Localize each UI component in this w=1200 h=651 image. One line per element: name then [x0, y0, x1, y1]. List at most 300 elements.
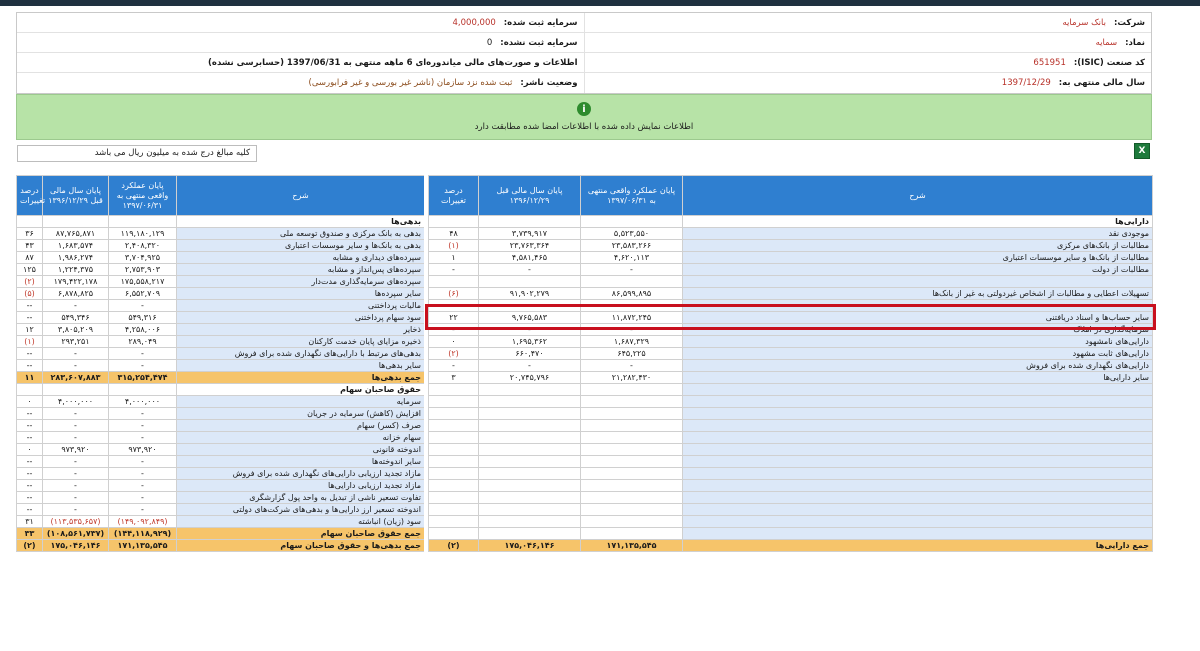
actual-cell: ۴,۰۰۰,۰۰۰ — [109, 396, 177, 408]
prev-cell: ۴,۰۰۰,۰۰۰ — [43, 396, 109, 408]
empty-row — [429, 444, 1153, 456]
fiscal-value: 1397/12/29 — [1001, 78, 1051, 88]
empty-cell — [581, 504, 683, 516]
prev-cell: ۵۴۹,۳۴۶ — [43, 312, 109, 324]
pct-cell: ۲۲ — [429, 312, 479, 324]
empty-cell — [479, 444, 581, 456]
desc-cell: افزایش (کاهش) سرمایه در جریان — [177, 408, 425, 420]
empty-cell — [581, 432, 683, 444]
table-row — [17, 288, 425, 300]
empty-cell — [479, 396, 581, 408]
desc-cell: دارایی‌های نگهداری شده برای فروش — [683, 360, 1153, 372]
empty-cell — [429, 480, 479, 492]
actual-cell: ۶۴۵,۲۲۵ — [581, 348, 683, 360]
prev-cell: - — [43, 348, 109, 360]
table-row — [17, 252, 425, 264]
desc-cell: سرمایه‌گذاری در املاک — [683, 324, 1153, 336]
actual-cell: - — [109, 300, 177, 312]
prev-cell: ۹۱,۹۰۲,۲۷۹ — [479, 288, 581, 300]
pct-cell: ۴۳ — [17, 240, 43, 252]
pct-cell: ۰ — [17, 396, 43, 408]
actual-cell: - — [109, 348, 177, 360]
desc-cell: مطالبات از بانک‌ها و سایر موسسات اعتباری — [683, 252, 1153, 264]
empty-cell — [479, 456, 581, 468]
desc-cell: سپرده‌های سرمایه‌گذاری مدت‌دار — [177, 276, 425, 288]
desc-cell: جمع دارایی‌ها — [683, 540, 1153, 552]
pct-cell: ۳۱ — [17, 516, 43, 528]
pct-cell — [429, 276, 479, 288]
status-cell — [17, 73, 584, 93]
prev-cell: ۱,۶۹۵,۳۶۲ — [479, 336, 581, 348]
empty-cell — [581, 516, 683, 528]
empty-cell — [429, 456, 479, 468]
assets-table — [428, 175, 1153, 552]
info-row-4 — [17, 73, 1151, 93]
pct-cell: ۸۷ — [17, 252, 43, 264]
pct-cell: -- — [17, 432, 43, 444]
fiscal-cell — [584, 73, 1152, 93]
empty-row — [429, 480, 1153, 492]
actual-cell: ۱۷۱,۱۳۵,۵۴۵ — [109, 540, 177, 552]
status-label: وضعیت ناشر: — [520, 78, 578, 88]
prev-cell: (۱۰۸,۵۶۱,۷۳۷) — [43, 528, 109, 540]
fiscal-label: سال مالی منتهی به: — [1058, 78, 1145, 88]
desc-cell: حقوق صاحبان سهام — [177, 384, 425, 396]
empty-cell — [429, 384, 479, 396]
actual-cell: ۴,۶۲۰,۱۱۳ — [581, 252, 683, 264]
header-prev: پایان سال مالی قبل ۱۳۹۶/۱۲/۲۹ — [479, 176, 581, 216]
prev-cell: ۶,۸۷۸,۸۲۵ — [43, 288, 109, 300]
prev-cell: ۹,۷۶۵,۵۸۳ — [479, 312, 581, 324]
desc-cell: مطالبات از بانک‌های مرکزی — [683, 240, 1153, 252]
desc-cell: سود (زیان) انباشته — [177, 516, 425, 528]
table-row — [17, 492, 425, 504]
prev-cell: - — [43, 432, 109, 444]
pct-cell: (۲) — [17, 540, 43, 552]
empty-row — [429, 432, 1153, 444]
desc-cell: مازاد تجدید ارزیابی دارایی‌های نگهداری شده برای فروش — [177, 468, 425, 480]
empty-cell — [429, 408, 479, 420]
table-row — [429, 348, 1153, 360]
actual-cell: - — [109, 492, 177, 504]
pct-cell: ۴۸ — [429, 228, 479, 240]
prev-cell: ۱۷۹,۴۲۲,۱۷۸ — [43, 276, 109, 288]
prev-cell: - — [43, 420, 109, 432]
desc-cell: جمع بدهی‌ها و حقوق صاحبان سهام — [177, 540, 425, 552]
prev-cell: ۱,۹۸۶,۲۷۴ — [43, 252, 109, 264]
header-actual: پایان عملکرد واقعی منتهی به ۱۳۹۷/۰۶/۳۱ — [581, 176, 683, 216]
prev-cell — [479, 216, 581, 228]
empty-cell — [429, 516, 479, 528]
prev-cell: ۲۰,۷۴۵,۷۹۶ — [479, 372, 581, 384]
table-row — [17, 336, 425, 348]
desc-cell: جمع بدهی‌ها — [177, 372, 425, 384]
actual-cell: - — [109, 480, 177, 492]
table-row — [17, 300, 425, 312]
desc-cell: سایر سپرده‌ها — [177, 288, 425, 300]
table-row — [429, 372, 1153, 384]
pct-cell: -- — [17, 492, 43, 504]
empty-cell — [683, 408, 1153, 420]
prev-cell: ۲۸۳,۶۰۷,۸۸۳ — [43, 372, 109, 384]
table-row — [17, 456, 425, 468]
prev-cell: ۳,۸۰۵,۲۰۹ — [43, 324, 109, 336]
empty-row — [429, 492, 1153, 504]
table-row — [17, 444, 425, 456]
isic-label: کد صنعت (ISIC): — [1073, 57, 1145, 68]
reg-capital-value: 4,000,000 — [452, 17, 496, 28]
pct-cell: -- — [17, 360, 43, 372]
status-value: ثبت شده نزد سازمان (ناشر غیر بورسی و غیر فرابورسی) — [308, 78, 513, 88]
actual-cell — [109, 384, 177, 396]
info-icon: i — [577, 102, 591, 116]
liabilities-body — [17, 216, 425, 552]
empty-cell — [683, 456, 1153, 468]
actual-cell: (۱۴۹,۰۹۲,۸۴۹) — [109, 516, 177, 528]
empty-cell — [429, 444, 479, 456]
table-row — [429, 336, 1153, 348]
empty-cell — [429, 432, 479, 444]
actual-cell: ۸۶,۵۹۹,۸۹۵ — [581, 288, 683, 300]
actual-cell — [581, 216, 683, 228]
pct-cell: (۵) — [17, 288, 43, 300]
empty-cell — [683, 516, 1153, 528]
actual-cell: ۲۸۹,۰۴۹ — [109, 336, 177, 348]
prev-cell: - — [43, 300, 109, 312]
desc-cell: ذخیره مزایای پایان خدمت کارکنان — [177, 336, 425, 348]
top-bar — [0, 0, 1200, 6]
actual-cell: ۲,۴۰۸,۳۲۰ — [109, 240, 177, 252]
actual-cell: - — [109, 360, 177, 372]
table-row — [17, 276, 425, 288]
desc-cell: بدهی‌های مرتبط با دارایی‌های نگهداری شده برای فروش — [177, 348, 425, 360]
actual-cell: ۱۷۵,۵۵۸,۲۱۷ — [109, 276, 177, 288]
company-label: شرکت: — [1114, 17, 1145, 28]
pct-cell: -- — [17, 480, 43, 492]
empty-cell — [683, 504, 1153, 516]
prev-cell: ۸۷,۷۶۵,۸۷۱ — [43, 228, 109, 240]
prev-cell: - — [43, 480, 109, 492]
prev-cell: ۱,۲۲۴,۳۷۵ — [43, 264, 109, 276]
empty-cell — [581, 396, 683, 408]
actual-cell: ۳۱۵,۲۵۴,۴۷۴ — [109, 372, 177, 384]
prev-cell: ۲۳,۷۶۳,۳۶۴ — [479, 240, 581, 252]
desc-cell: سرمایه — [177, 396, 425, 408]
isic-value: 651951 — [1033, 57, 1066, 68]
symbol-cell — [584, 33, 1152, 52]
prev-cell: ۴,۵۸۱,۴۶۵ — [479, 252, 581, 264]
pct-cell: -- — [17, 300, 43, 312]
symbol-label: نماد: — [1125, 37, 1145, 48]
prev-cell: - — [43, 492, 109, 504]
empty-row — [429, 504, 1153, 516]
reg-capital-cell — [17, 13, 584, 32]
actual-cell: - — [581, 264, 683, 276]
desc-cell: اندوخته قانونی — [177, 444, 425, 456]
empty-cell — [429, 492, 479, 504]
empty-cell — [683, 468, 1153, 480]
header-desc: شرح — [177, 176, 425, 216]
liabilities-equity-table — [16, 175, 425, 552]
pct-cell: - — [429, 264, 479, 276]
empty-row — [429, 408, 1153, 420]
desc-cell: بدهی به بانک مرکزی و صندوق توسعه ملی — [177, 228, 425, 240]
pct-cell: -- — [17, 408, 43, 420]
pct-cell: -- — [17, 468, 43, 480]
total-row — [17, 540, 425, 552]
table-row — [17, 480, 425, 492]
desc-cell: بدهی به بانک‌ها و سایر موسسات اعتباری — [177, 240, 425, 252]
prev-cell: ۹۷۳,۹۲۰ — [43, 444, 109, 456]
empty-cell — [683, 420, 1153, 432]
pct-cell: ۰ — [17, 444, 43, 456]
desc-cell: صرف (کسر) سهام — [177, 420, 425, 432]
empty-cell — [581, 456, 683, 468]
prev-cell: - — [43, 456, 109, 468]
empty-cell — [581, 384, 683, 396]
report-title: اطلاعات و صورت‌های مالی میاندوره‌ای 6 ماهه منتهی به 1397/06/31 (حسابرسی نشده) — [208, 57, 578, 68]
actual-cell: ۱,۶۸۷,۳۲۹ — [581, 336, 683, 348]
desc-cell: اندوخته تسعیر ارز دارایی‌ها و بدهی‌های شرکت‌های دولتی — [177, 504, 425, 516]
actual-cell: ۲,۷۵۳,۹۰۳ — [109, 264, 177, 276]
empty-cell — [429, 396, 479, 408]
empty-row — [429, 456, 1153, 468]
prev-cell — [43, 216, 109, 228]
pct-cell: ۱ — [429, 252, 479, 264]
desc-cell: سود سهام پرداختنی — [177, 312, 425, 324]
pct-cell — [17, 216, 43, 228]
table-row — [429, 228, 1153, 240]
empty-cell — [479, 504, 581, 516]
empty-cell — [683, 432, 1153, 444]
header-pct: درصد تغییرات — [429, 176, 479, 216]
total-row — [17, 528, 425, 540]
verification-banner — [16, 94, 1152, 140]
actual-cell: ۵,۵۲۳,۵۵۰ — [581, 228, 683, 240]
desc-cell: سایر دارایی‌ها — [683, 372, 1153, 384]
pct-cell: ۳ — [429, 372, 479, 384]
empty-cell — [581, 492, 683, 504]
pct-cell: - — [429, 360, 479, 372]
table-row — [429, 276, 1153, 288]
actual-cell — [109, 216, 177, 228]
pct-cell — [429, 216, 479, 228]
empty-cell — [683, 480, 1153, 492]
pct-cell: (۲) — [429, 540, 479, 552]
empty-cell — [581, 444, 683, 456]
actual-cell: ۱۱۹,۱۸۰,۱۲۹ — [109, 228, 177, 240]
header-actual: پایان عملکرد واقعی منتهی به ۱۳۹۷/۰۶/۳۱ — [109, 176, 177, 216]
empty-row — [429, 528, 1153, 540]
actual-cell: ۶,۵۵۲,۷۰۹ — [109, 288, 177, 300]
table-row — [17, 216, 425, 228]
total-row — [429, 540, 1153, 552]
prev-cell: - — [43, 504, 109, 516]
prev-cell: ۱۷۵,۰۴۶,۱۴۶ — [43, 540, 109, 552]
table-row — [17, 348, 425, 360]
unreg-capital-cell — [17, 33, 584, 52]
unreg-capital-label: سرمایه ثبت نشده: — [500, 37, 578, 48]
company-value: بانک سرمایه — [1062, 17, 1106, 28]
desc-cell: دارایی‌های ثابت مشهود — [683, 348, 1153, 360]
desc-cell: سایر بدهی‌ها — [177, 360, 425, 372]
desc-cell: سپرده‌های دیداری و مشابه — [177, 252, 425, 264]
desc-cell: جمع حقوق صاحبان سهام — [177, 528, 425, 540]
actual-cell: ۹۷۳,۹۲۰ — [109, 444, 177, 456]
pct-cell: -- — [17, 456, 43, 468]
header-desc: شرح — [683, 176, 1153, 216]
table-row — [17, 228, 425, 240]
pct-cell: (۲) — [429, 348, 479, 360]
pct-cell: ۰ — [429, 336, 479, 348]
prev-cell: ۶۶۰,۴۷۰ — [479, 348, 581, 360]
isic-cell — [584, 53, 1152, 72]
highlight-box — [425, 304, 1156, 330]
pct-cell: (۲) — [17, 276, 43, 288]
table-row — [17, 432, 425, 444]
prev-cell: ۲۹۳,۲۵۱ — [43, 336, 109, 348]
pct-cell: ۳۶ — [17, 228, 43, 240]
empty-cell — [683, 396, 1153, 408]
actual-cell: - — [109, 468, 177, 480]
prev-cell: ۱۷۵,۰۴۶,۱۴۶ — [479, 540, 581, 552]
actual-cell: ۵۴۹,۳۱۶ — [109, 312, 177, 324]
empty-cell — [479, 432, 581, 444]
table-row — [17, 312, 425, 324]
actual-cell: ۴,۲۵۸,۰۰۶ — [109, 324, 177, 336]
pct-cell: -- — [17, 504, 43, 516]
company-info-panel — [16, 12, 1152, 94]
reg-capital-label: سرمایه ثبت شده: — [503, 17, 578, 28]
prev-cell: ۳,۷۳۹,۹۱۷ — [479, 228, 581, 240]
table-row — [17, 264, 425, 276]
table-row — [17, 396, 425, 408]
table-row — [17, 408, 425, 420]
actual-cell: (۱۴۴,۱۱۸,۹۲۹) — [109, 528, 177, 540]
actual-cell: ۱۱,۸۷۲,۲۴۵ — [581, 312, 683, 324]
table-row — [17, 504, 425, 516]
prev-cell: ۱,۶۸۳,۵۷۴ — [43, 240, 109, 252]
desc-cell: تسهیلات اعطایی و مطالبات از اشخاص غیردولتی به غیر از بانک‌ها — [683, 288, 1153, 300]
empty-cell — [429, 468, 479, 480]
header-pct: درصد تغییرات — [17, 176, 43, 216]
desc-cell: ذخایر — [177, 324, 425, 336]
pct-cell: ۱۲۵ — [17, 264, 43, 276]
empty-cell — [429, 528, 479, 540]
empty-cell — [429, 504, 479, 516]
desc-cell: سایر حساب‌ها و اسناد دریافتنی — [683, 312, 1153, 324]
empty-cell — [479, 528, 581, 540]
symbol-value: سمایه — [1095, 37, 1118, 48]
empty-cell — [479, 468, 581, 480]
prev-cell: - — [43, 468, 109, 480]
desc-cell: تفاوت تسعیر ناشی از تبدیل به واحد پول گزارشگری — [177, 492, 425, 504]
desc-cell — [683, 276, 1153, 288]
empty-cell — [581, 408, 683, 420]
desc-cell: موجودی نقد — [683, 228, 1153, 240]
info-row-3 — [17, 53, 1151, 73]
empty-cell — [479, 408, 581, 420]
pct-cell — [17, 384, 43, 396]
prev-cell: (۱۱۳,۵۳۵,۶۵۷) — [43, 516, 109, 528]
desc-cell: سهام خزانه — [177, 432, 425, 444]
pct-cell: -- — [17, 420, 43, 432]
desc-cell: مالیات پرداختنی — [177, 300, 425, 312]
desc-cell: مازاد تجدید ارزیابی دارایی‌ها — [177, 480, 425, 492]
excel-icon[interactable]: X — [1134, 143, 1150, 159]
empty-cell — [581, 420, 683, 432]
pct-cell: (۱) — [17, 336, 43, 348]
unreg-capital-value: 0 — [486, 37, 493, 48]
prev-cell: - — [479, 264, 581, 276]
desc-cell: بدهی‌ها — [177, 216, 425, 228]
table-row — [17, 384, 425, 396]
table-row — [17, 360, 425, 372]
table-row — [429, 252, 1153, 264]
actual-cell: ۱۷۱,۱۳۵,۵۴۵ — [581, 540, 683, 552]
banner-text: اطلاعات نمایش داده شده با اطلاعات امضا شده مطابقت دارد — [474, 122, 694, 132]
empty-cell — [683, 384, 1153, 396]
info-row-2 — [17, 33, 1151, 53]
actual-cell — [581, 276, 683, 288]
empty-row — [429, 516, 1153, 528]
prev-cell — [479, 276, 581, 288]
actual-cell: ۳,۷۰۴,۹۲۵ — [109, 252, 177, 264]
pct-cell: ۱۱ — [17, 372, 43, 384]
empty-cell — [581, 528, 683, 540]
actual-cell: - — [109, 504, 177, 516]
desc-cell: سپرده‌های پس‌انداز و مشابه — [177, 264, 425, 276]
empty-cell — [429, 420, 479, 432]
pct-cell: ۱۲ — [17, 324, 43, 336]
table-row — [429, 288, 1153, 300]
actual-cell: - — [109, 420, 177, 432]
table-row — [17, 324, 425, 336]
empty-cell — [479, 480, 581, 492]
actual-cell: - — [581, 324, 683, 336]
desc-cell: مطالبات از دولت — [683, 264, 1153, 276]
pct-cell: (۱) — [429, 240, 479, 252]
pct-cell: ۳۳ — [17, 528, 43, 540]
prev-cell: - — [479, 324, 581, 336]
table-row — [429, 264, 1153, 276]
empty-row — [429, 396, 1153, 408]
pct-cell: -- — [17, 348, 43, 360]
table-row — [17, 240, 425, 252]
empty-cell — [683, 528, 1153, 540]
desc-cell: سایر اندوخته‌ها — [177, 456, 425, 468]
empty-row — [429, 384, 1153, 396]
info-row-1 — [17, 13, 1151, 33]
pct-cell: - — [429, 324, 479, 336]
actual-cell: - — [109, 408, 177, 420]
desc-cell: دارایی‌های نامشهود — [683, 336, 1153, 348]
empty-cell — [683, 492, 1153, 504]
empty-cell — [479, 492, 581, 504]
empty-row — [429, 468, 1153, 480]
empty-cell — [581, 468, 683, 480]
actual-cell: ۲۱,۲۸۲,۴۳۰ — [581, 372, 683, 384]
table-row — [429, 240, 1153, 252]
empty-cell — [479, 384, 581, 396]
empty-cell — [683, 444, 1153, 456]
empty-cell — [479, 420, 581, 432]
assets-body — [429, 216, 1153, 552]
table-row — [429, 216, 1153, 228]
empty-row — [429, 420, 1153, 432]
prev-cell: - — [479, 360, 581, 372]
header-prev: پایان سال مالی قبل ۱۳۹۶/۱۲/۲۹ — [43, 176, 109, 216]
